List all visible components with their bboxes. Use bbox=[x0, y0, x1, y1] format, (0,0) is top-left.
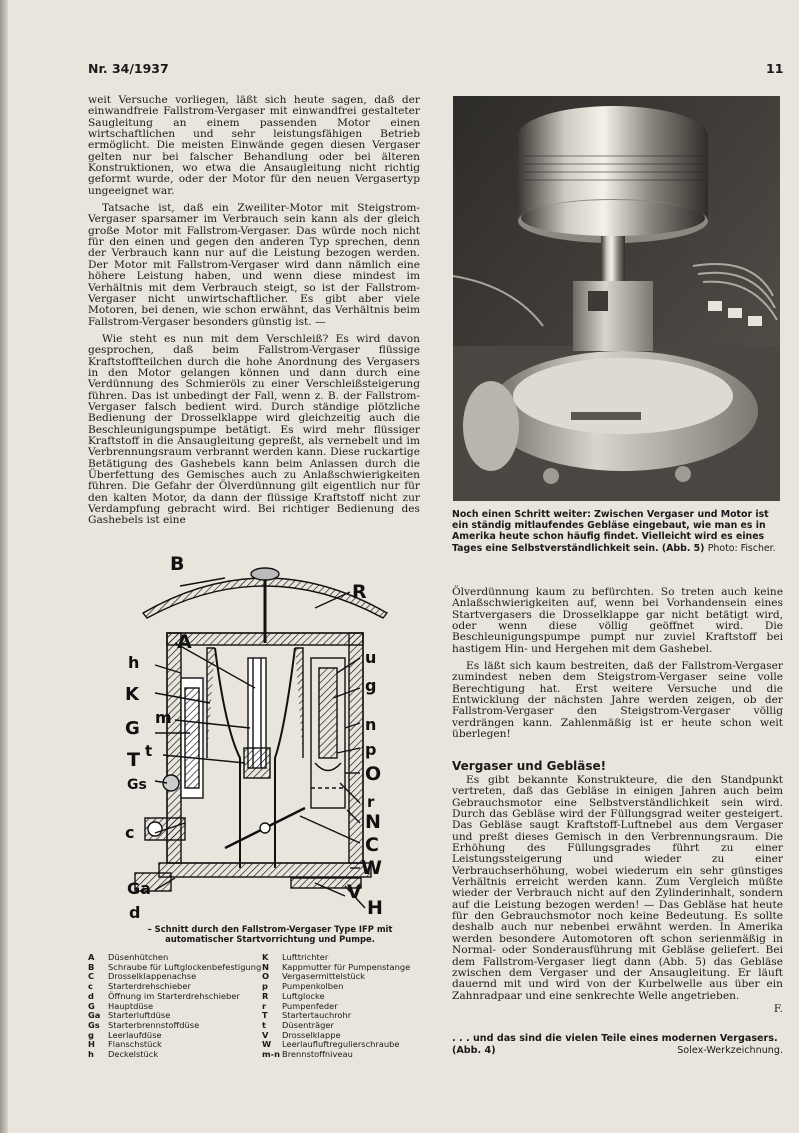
legend-key: A bbox=[88, 952, 95, 962]
paragraph: Ölverdünnung kaum zu befürchten. So treten auch keine Anlaßschwierigkeiten auf, wenn bei Vorhandensein eines Startvergasers die Drosselklappe gar nicht betätigt wird, oder wenn diese völlig geöffnet wird. Die Beschleunigungspumpe pumpt nur zuviel Kraftstoff bei hastigem Hin- und Hergehen mit dem Gashebel. bbox=[452, 586, 783, 655]
legend-row bbox=[88, 1050, 263, 1060]
diagram-label-g: g bbox=[365, 676, 377, 695]
figure-caption: – Schnitt durch den Fallstrom-Vergaser Type IFP mit automatischer Startvorrichtung und Pumpe. bbox=[147, 924, 393, 944]
figure-4-credit: Solex-Werkzeichnung. bbox=[677, 1044, 783, 1056]
section-heading: Vergaser und Gebläse! bbox=[452, 759, 607, 773]
paragraph: Es gibt bekannte Konstrukteure, die den Standpunkt vertreten, daß das Gebläse in einigen Jahren auch beim Gebrauchsmotor eine Selbstverständlichkeit sein wird. Durch das Gebläse wird der Füllungsgrad weiter gesteigert. Das Gebläse saugt Kraftstoff-Luftnebel aus dem Vergaser und preßt dieses Gemisch in den Verbrennungsraum. Die Erhöhung des Füllungsgrades führt zu einer Leistungssteigerung und wieder zu einer Verbrauchserhöhung, wobei wiederum ein sehr günstiges Verhältnis erreicht werden kann. Zum Vergleich müßte wieder der Verbrauch nicht auf den Zylinderinhalt, sondern auf die Leistung bezogen werden! — Das Gebläse hat heute für den Gebrauchsmotor noch keine Bedeutung. Es sollte deshalb auch nur nebenbei erwähnt werden. In Amerika werden besondere Automotoren oft schon serienmäßig in Normal- oder Sonderausführung mit Gebläse geliefert. Bei dem Fallstrom-Vergaser liegt dann (Abb. 5) das Gebläse zwischen dem Vergaser und der Ansaugleitung. Er läuft dauernd mit und wird von der Kurbelwelle aus über ein Zahnradpaar und eine senkrechte Welle angetrieben. bbox=[452, 774, 783, 1002]
legend-key: t bbox=[262, 1019, 266, 1030]
diagram-label-H: H bbox=[367, 897, 383, 919]
diagram-label-r: r bbox=[367, 793, 375, 811]
legend-value: Pumpenkolben bbox=[282, 981, 344, 992]
page-number: 11 bbox=[766, 61, 784, 76]
legend-value: Flanschstück bbox=[108, 1039, 162, 1050]
legend-value: Drosselklappe bbox=[282, 1029, 341, 1040]
legend-key: C bbox=[88, 971, 95, 982]
legend-key: p bbox=[262, 981, 268, 992]
diagram-label-n: n bbox=[365, 715, 377, 734]
diagram-label-V: V bbox=[347, 881, 362, 903]
diagram-label-B: B bbox=[170, 553, 185, 575]
legend-value: Hauptdüse bbox=[108, 1000, 154, 1011]
legend-value: Vergasermittelstück bbox=[282, 971, 365, 982]
legend-value: Leerlaufdüse bbox=[108, 1029, 162, 1040]
author-signature: F. bbox=[773, 1002, 783, 1015]
legend-key: g bbox=[88, 1029, 94, 1040]
diagram-label-u: u bbox=[365, 648, 377, 667]
section-text bbox=[452, 775, 783, 1017]
legend-key: m-n bbox=[262, 1049, 280, 1060]
diagram-label-Ga: Ga bbox=[127, 879, 151, 898]
diagram-label-K: K bbox=[125, 684, 139, 705]
legend-value: Leerlaufluftregulierschraube bbox=[282, 1039, 400, 1050]
legend-key: W bbox=[262, 1039, 272, 1050]
legend-key: V bbox=[262, 1029, 269, 1040]
legend-value: Starterluftdüse bbox=[108, 1010, 171, 1021]
legend-value: Schraube für Luftglockenbefestigung bbox=[108, 961, 262, 972]
legend-value: Startertauchrohr bbox=[282, 1010, 352, 1021]
carburetor-cross-section-diagram bbox=[115, 548, 415, 933]
legend-value: Luftglocke bbox=[282, 990, 325, 1001]
legend-key: r bbox=[262, 1000, 267, 1011]
legend-key: B bbox=[88, 961, 95, 972]
legend-key: Ga bbox=[88, 1010, 101, 1021]
diagram-label-m: m bbox=[155, 708, 172, 727]
diagram-label-C: C bbox=[365, 834, 379, 856]
paragraph: Wie steht es nun mit dem Verschleiß? Es wird davon gesprochen, daß beim Fallstrom-Vergaser flüssige Kraftstoffteilchen durch die hohe Anordnung des Vergasers in den Motor gelangen können und dann durch eine Verdünnung des Schmieröls zu einer Verschleißsteigerung führen. Das ist unbedingt der Fall, wenn z. B. der Fallstrom-Vergaser falsch bedient wird. Durch ständige plötzliche Bedienung der Drosselklappe wird gleichzeitig auch die Beschleunigungspumpe betätigt. Es wird mehr flüssiger Kraftstoff in die Ansaugleitung gepreßt, als vernebelt und im Verbrennungsraum verbrannt werden kann. Diese ruckartige Betätigung des Gashebels kann beim Anlassen durch die Überfettung des Gemisches auch zu Anlaßschwierigkeiten führen. Die Gefahr der Ölverdünnung gilt eigentlich nur für den kalten Motor, da dann der flüssige Kraftstoff nicht zur Verdampfung gebracht wird. Bei richtiger Bedienung des Gashebels ist eine bbox=[88, 332, 420, 527]
legend-key: T bbox=[262, 1010, 268, 1021]
diagram-label-G: G bbox=[125, 718, 140, 739]
figure-4-caption-text: . . . und das sind die vielen Teile eines modernen Vergasers. (Abb. 4) bbox=[452, 1033, 778, 1056]
issue-number: Nr. 34/1937 bbox=[88, 61, 169, 76]
legend-value: Deckelstück bbox=[108, 1049, 159, 1060]
legend-key: d bbox=[88, 990, 94, 1001]
diagram-label-A: A bbox=[177, 631, 192, 653]
diagram-label-p: p bbox=[365, 740, 377, 759]
photo-illustration bbox=[453, 96, 780, 501]
diagram-label-W: W bbox=[361, 857, 382, 879]
diagram-label-T: T bbox=[127, 749, 140, 771]
legend-value: Drosselklappenachse bbox=[108, 971, 197, 982]
legend-value: Kappmutter für Pumpenstange bbox=[282, 961, 411, 972]
photo-caption bbox=[452, 509, 783, 554]
legend-key: H bbox=[88, 1039, 95, 1050]
paragraph: weit Versuche vorliegen, läßt sich heute sagen, daß der einwandfreie Fallstrom-Vergaser mit einwandfrei gestalteter Saugleitung an einem passenden Motor einen wirtschaftlichen und sehr leistungsfähigen Betrieb ermöglicht. Die meisten Einwände gegen diesen Vergaser gelten nur bei falscher Behandlung oder bei älteren Konstruktionen, wo etwa die Ansaugleitung nicht richtig geformt wurde, oder der Motor für den neuen Vergasertyp ungeeignet war. bbox=[88, 94, 420, 197]
diagram-label-O: O bbox=[365, 763, 382, 785]
page-edge-shadow bbox=[0, 0, 8, 1133]
legend-value: Brennstoffniveau bbox=[282, 1049, 353, 1060]
diagram-drawing bbox=[115, 548, 415, 933]
legend-key: O bbox=[262, 971, 270, 982]
right-column-text bbox=[452, 587, 783, 746]
diagram-label-Gs: Gs bbox=[127, 777, 147, 793]
legend-value: Pumpenfeder bbox=[282, 1000, 338, 1011]
legend-value: Starterdrehschieber bbox=[108, 981, 191, 992]
legend-key: h bbox=[88, 1049, 94, 1060]
diagram-label-c: c bbox=[125, 823, 135, 842]
paragraph: Tatsache ist, daß ein Zweiliter-Motor mit Steigstrom-Vergaser sparsamer im Verbrauch sein kann als der gleich große Motor mit Fallstrom-Vergaser. Das würde noch nicht für den einen und gegen den anderen Typ sprechen, denn der Verbrauch kann nur auf die Leistung bezogen werden. Der Motor mit Fallstrom-Vergaser wird dann nämlich eine höhere Leistung haben, und wenn diese mindest im Verhältnis mit dem Verbrauch steigt, so ist der Fallstrom-Vergaser nicht unwirtschaftlicher. Es gibt aber viele Motoren, bei denen, wie schon erwähnt, das Verhältnis beim Fallstrom-Vergaser besonders günstig ist. — bbox=[88, 202, 420, 328]
diagram-label-d: d bbox=[129, 903, 141, 922]
legend-value: Lufttrichter bbox=[282, 952, 329, 962]
legend-key: G bbox=[88, 1000, 95, 1011]
legend-value: Öffnung im Starterdrehschieber bbox=[108, 990, 240, 1001]
figure-4-caption bbox=[452, 1033, 783, 1056]
left-column-text bbox=[88, 95, 420, 533]
legend-key: N bbox=[262, 961, 269, 972]
diagram-label-t: t bbox=[145, 742, 153, 760]
photo-credit: Photo: Fischer. bbox=[707, 542, 776, 554]
legend-left bbox=[88, 953, 263, 1060]
carburetor-blower-photo bbox=[453, 96, 780, 501]
legend-row bbox=[262, 1050, 432, 1060]
photo-caption-text: Noch einen Schritt weiter: Zwischen Vergaser und Motor ist ein ständig mitlaufendes Gebläse eingebaut, wie man es in Amerika heute schon häufig findet. Vielleicht wird es eines Tages eine Selbstverständlichkeit sein. (Abb. 5) bbox=[452, 509, 769, 554]
paragraph: Es läßt sich kaum bestreiten, daß der Fallstrom-Vergaser zumindest neben dem Steigstrom-Vergaser seine volle Berechtigung hat. Erst weitere Versuche und die Entwicklung der nächsten Jahre werden zeigen, ob der Fallstrom-Vergaser den Steigstrom-Vergaser völlig verdrängen kann. Zahlenmäßig ist er heute schon weit überlegen! bbox=[452, 660, 783, 741]
diagram-label-R: R bbox=[352, 581, 367, 603]
diagram-label-h: h bbox=[128, 653, 140, 672]
legend-value: Starterbrennstoffdüse bbox=[108, 1019, 200, 1030]
legend-key: Gs bbox=[88, 1019, 100, 1030]
legend-value: Düsenträger bbox=[282, 1019, 334, 1030]
diagram-label-N: N bbox=[365, 811, 381, 833]
legend-key: R bbox=[262, 990, 269, 1001]
legend-key: c bbox=[88, 981, 93, 992]
legend-key: K bbox=[262, 952, 269, 962]
legend-right bbox=[262, 953, 432, 1060]
legend-value: Düsenhütchen bbox=[108, 952, 169, 962]
